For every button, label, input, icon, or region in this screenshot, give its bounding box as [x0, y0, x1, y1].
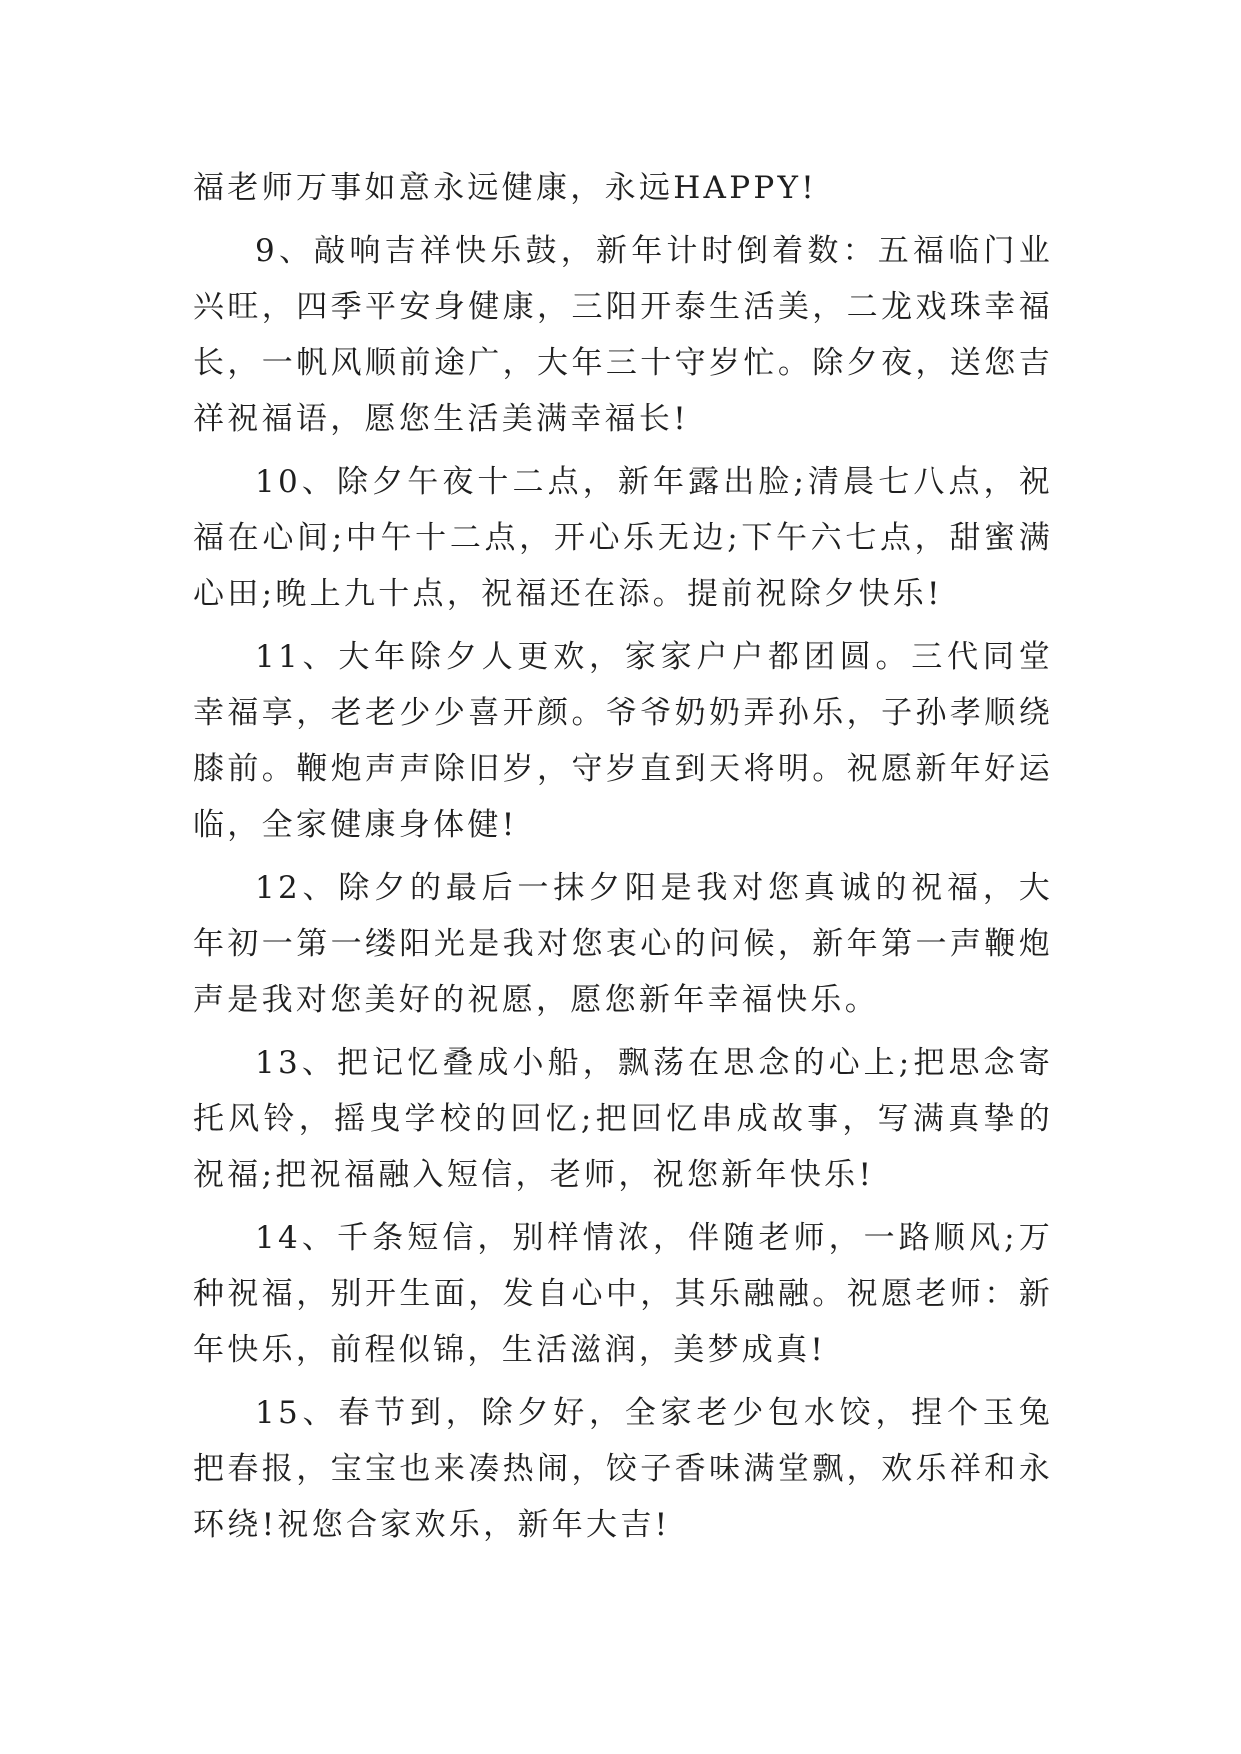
paragraph-item-12: 12、除夕的最后一抹夕阳是我对您真诚的祝福，大年初一第一缕阳光是我对您衷心的问候，新年第一声鞭炮声是我对您美好的祝愿，愿您新年幸福快乐。 [193, 870, 1053, 1018]
paragraph-item-9: 9、敲响吉祥快乐鼓，新年计时倒着数：五福临门业兴旺，四季平安身健康，三阳开泰生活美，二龙戏珠幸福长，一帆风顺前途广，大年三十守岁忙。除夕夜，送您吉祥祝福语，愿您生活美满幸福长! [193, 233, 1053, 437]
paragraph-item-15: 15、春节到，除夕好，全家老少包水饺，捏个玉兔把春报，宝宝也来凑热闹，饺子香味满堂飘，欢乐祥和永环绕!祝您合家欢乐，新年大吉! [193, 1395, 1053, 1543]
paragraph-item-11: 11、大年除夕人更欢，家家户户都团圆。三代同堂幸福享，老老少少喜开颜。爷爷奶奶弄孙乐，子孙孝顺绕膝前。鞭炮声声除旧岁，守岁直到天将明。祝愿新年好运临，全家健康身体健! [193, 639, 1053, 843]
paragraph-item-14: 14、千条短信，别样情浓，伴随老师，一路顺风;万种祝福，别开生面，发自心中，其乐融融。祝愿老师：新年快乐，前程似锦，生活滋润，美梦成真! [193, 1220, 1053, 1368]
paragraph-continuation: 福老师万事如意永远健康，永远HAPPY! [193, 170, 818, 206]
paragraph-item-10: 10、除夕午夜十二点，新年露出脸;清晨七八点，祝福在心间;中午十二点，开心乐无边;下午六七点，甜蜜满心田;晚上九十点，祝福还在添。提前祝除夕快乐! [193, 464, 1053, 612]
document-body [193, 160, 1053, 1560]
paragraph-item-13: 13、把记忆叠成小船，飘荡在思念的心上;把思念寄托风铃，摇曳学校的回忆;把回忆串成故事，写满真挚的祝福;把祝福融入短信，老师，祝您新年快乐! [193, 1045, 1053, 1193]
